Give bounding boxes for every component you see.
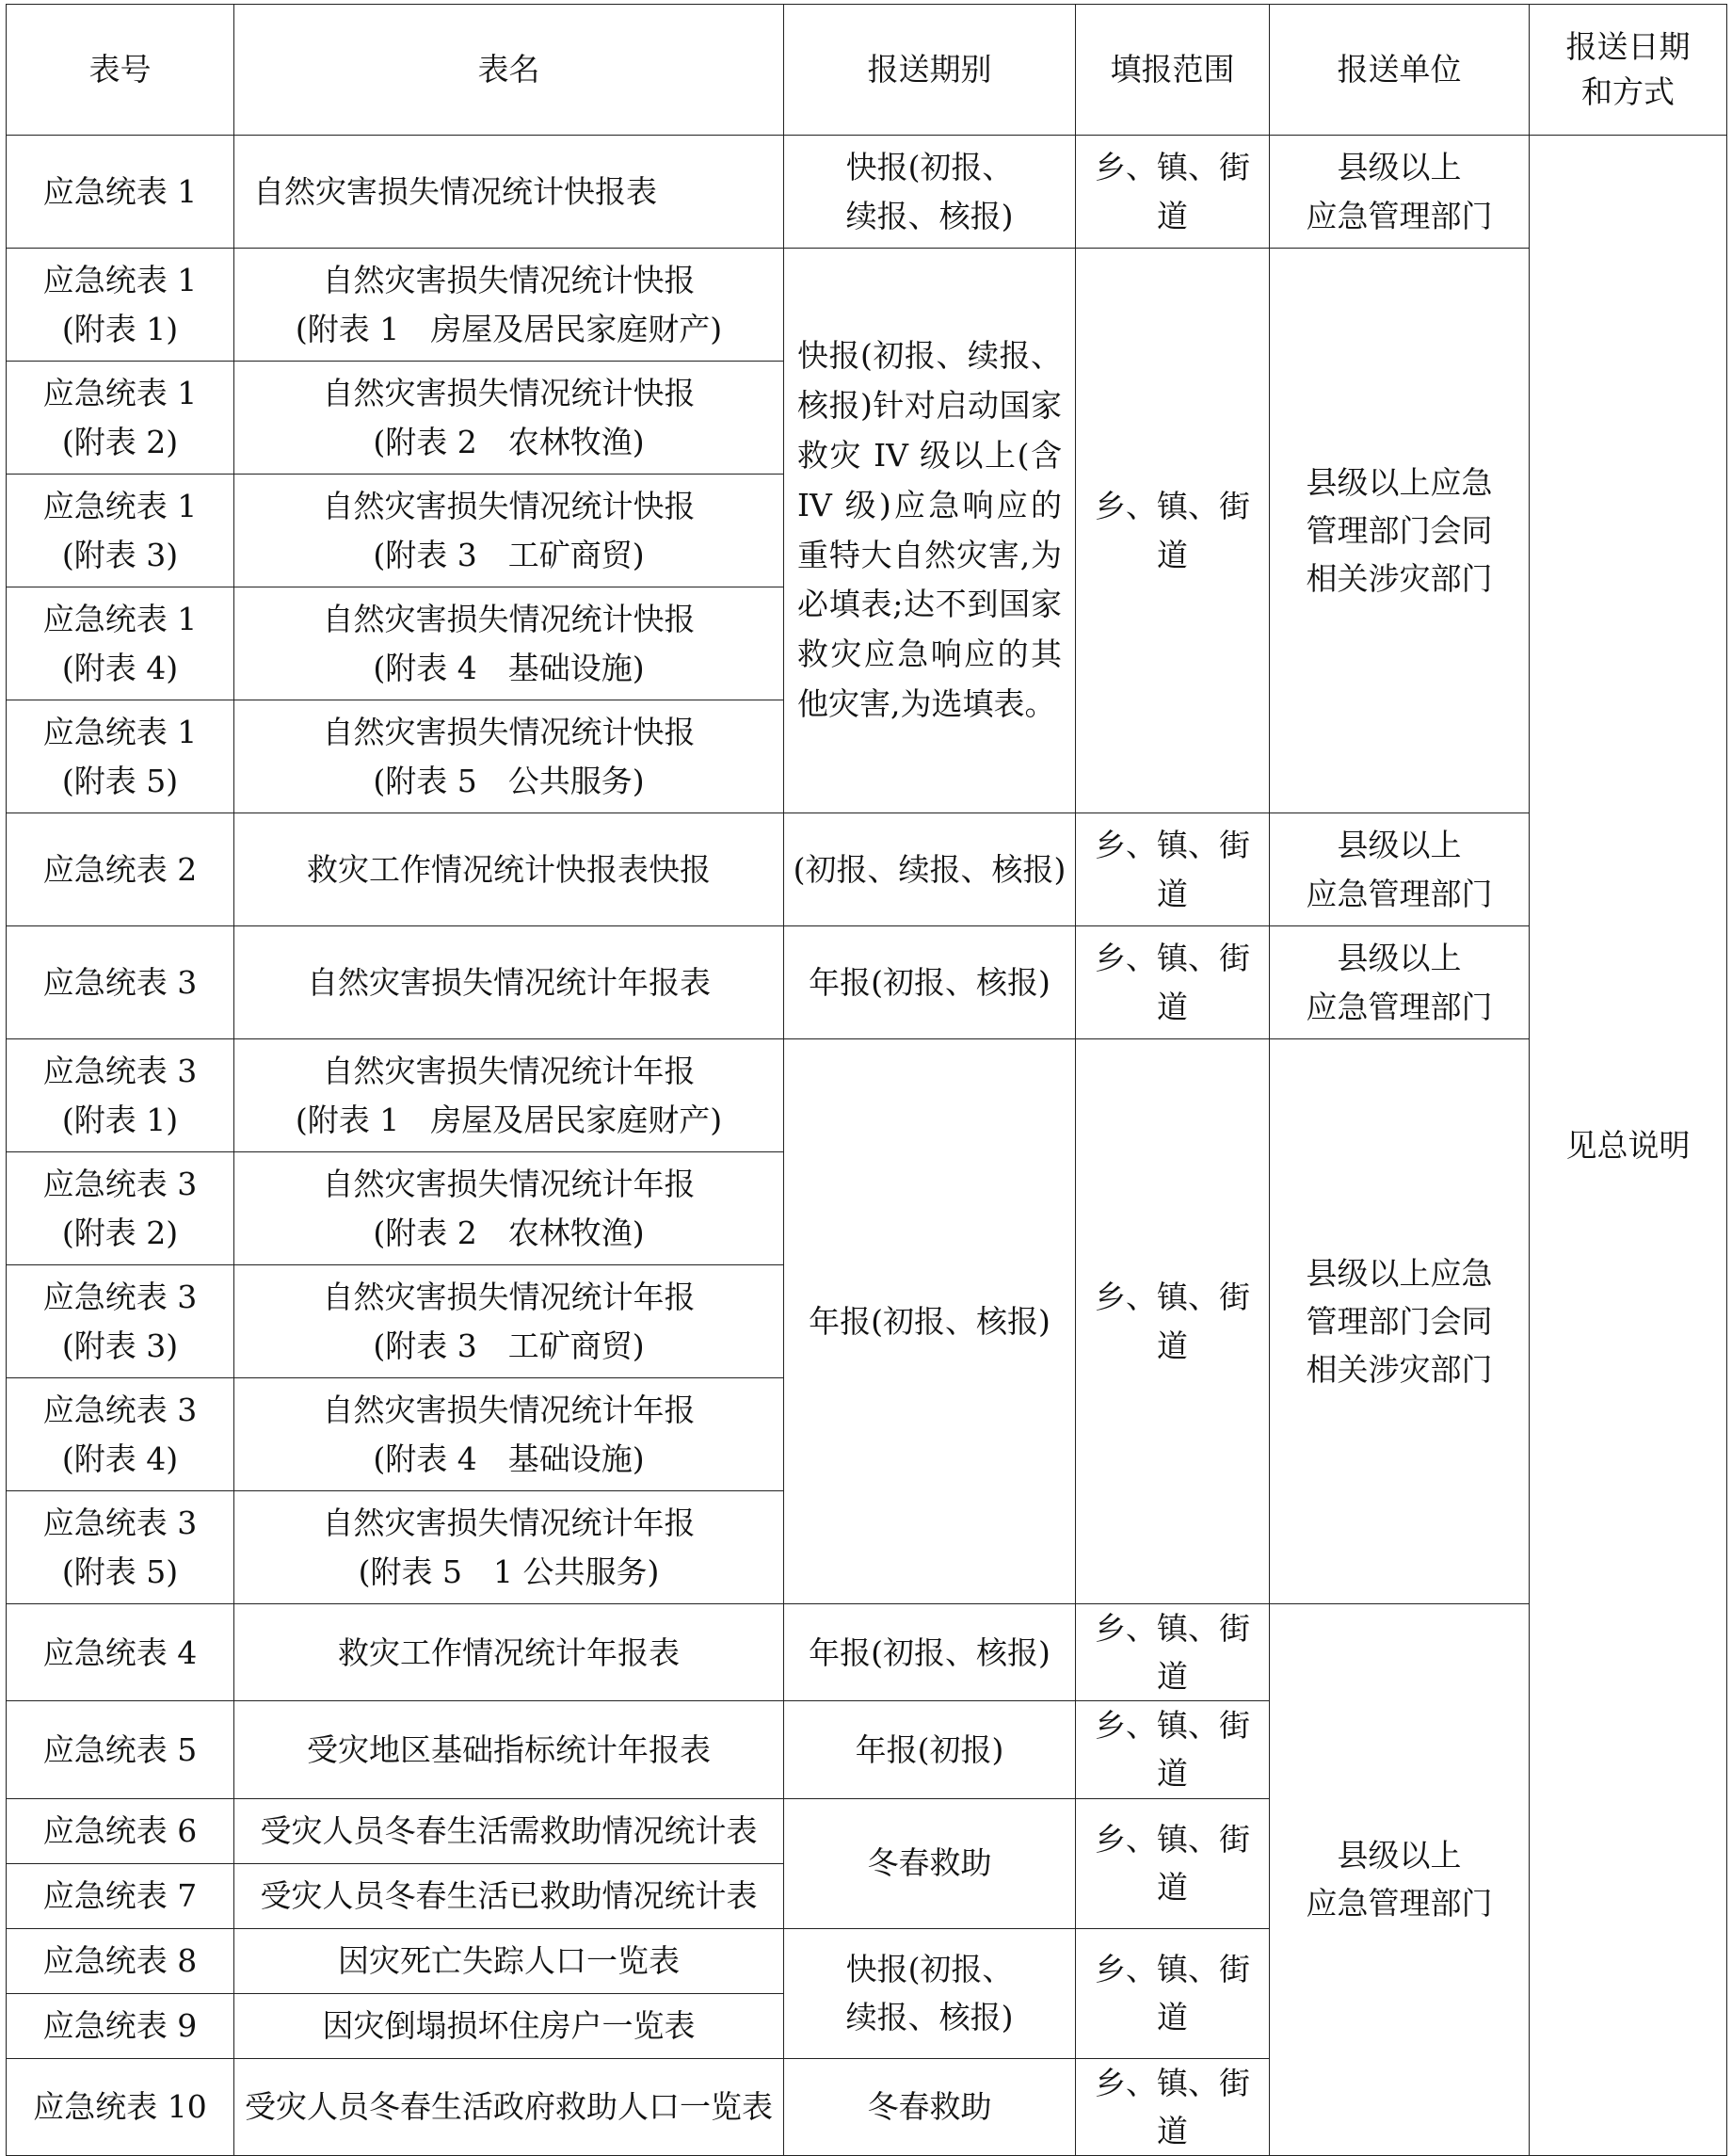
scope-cell: 乡、镇、街道	[1076, 1928, 1270, 2058]
cell-line: 应急统表 6	[42, 1811, 198, 1849]
table-name-cell	[234, 1604, 784, 1701]
table-code-cell	[7, 136, 234, 249]
statistics-report-table	[6, 4, 1727, 2156]
cell-line: 应急统表 1	[42, 262, 198, 299]
cell-line: 应急统表 1	[42, 714, 198, 751]
cell-line: 应急统表 3	[42, 963, 198, 1001]
cell-line: 县级以上	[1337, 149, 1462, 186]
scope-cell: 乡、镇、街道	[1076, 249, 1270, 813]
table-row	[7, 1604, 1727, 1701]
period-cell	[784, 813, 1076, 926]
cell-line: 受灾人员冬春生活已救助情况统计表	[260, 1876, 758, 1914]
table-row	[7, 926, 1727, 1039]
table-name-cell	[234, 2058, 784, 2155]
table-row	[7, 249, 1727, 362]
table-code-cell	[7, 813, 234, 926]
table-name-cell	[234, 700, 784, 813]
date-method-cell: 见总说明	[1530, 136, 1727, 2156]
header-period: 报送期别	[784, 5, 1076, 136]
cell-line: 应急统表 4	[42, 1633, 198, 1671]
cell-line: 应急统表 3	[42, 1504, 198, 1542]
cell-line: 受灾人员冬春生活需救助情况统计表	[260, 1811, 758, 1849]
cell-line: 应急统表 3	[42, 1053, 198, 1090]
unit-cell	[1270, 1039, 1530, 1604]
cell-line: 续报、核报)	[845, 1999, 1014, 2036]
table-code-cell	[7, 1798, 234, 1863]
header-name: 表名	[234, 5, 784, 136]
cell-line: 自然灾害损失情况统计年报	[322, 1279, 696, 1316]
cell-line: 应急管理部门	[1306, 875, 1493, 912]
cell-line: 应急统表 1	[42, 172, 198, 210]
table-code-cell	[7, 475, 234, 587]
cell-line: 应急统表 10	[33, 2088, 207, 2126]
table-code-cell	[7, 362, 234, 475]
table-row	[7, 136, 1727, 249]
unit-cell	[1270, 249, 1530, 813]
table-code-cell	[7, 1491, 234, 1604]
period-cell	[784, 1604, 1076, 1701]
cell-line: (附表 4 基础设施)	[373, 649, 645, 686]
unit-cell	[1270, 926, 1530, 1039]
cell-line: (附表 2 农林牧渔)	[373, 1214, 645, 1251]
cell-line: 应急统表 1	[42, 375, 198, 412]
cell-line: (附表 1 房屋及居民家庭财产)	[295, 1101, 723, 1138]
table-name-cell	[234, 1863, 784, 1928]
cell-line: 应急管理部门	[1306, 197, 1493, 234]
cell-line: 应急统表 1	[42, 601, 198, 638]
cell-line: 应急统表 3	[42, 1166, 198, 1203]
cell-line: (附表 4)	[61, 1440, 179, 1477]
table-name-cell	[234, 1701, 784, 1798]
table-name-cell	[234, 587, 784, 700]
cell-line: 应急统表 1	[42, 488, 198, 525]
table-code-cell	[7, 1152, 234, 1265]
cell-line: 受灾地区基础指标统计年报表	[307, 1730, 711, 1768]
table-code-cell	[7, 1993, 234, 2058]
table-code-cell	[7, 700, 234, 813]
cell-line: 应急统表 9	[42, 2006, 198, 2044]
cell-line: (附表 4 基础设施)	[373, 1440, 645, 1477]
table-name-cell	[234, 1928, 784, 1993]
table-name-cell	[234, 1491, 784, 1604]
cell-line: 快报(初报、	[845, 1950, 1014, 1987]
cell-line: 相关涉灾部门	[1306, 560, 1493, 598]
table-code-cell	[7, 249, 234, 362]
cell-line: (附表 1)	[61, 310, 179, 347]
cell-line: 相关涉灾部门	[1306, 1351, 1493, 1389]
table-code-cell	[7, 926, 234, 1039]
header-row	[7, 5, 1727, 136]
cell-line: (附表 3)	[61, 1327, 179, 1364]
scope-cell: 乡、镇、街道	[1076, 1604, 1270, 1701]
header-unit: 报送单位	[1270, 5, 1530, 136]
cell-line: 管理部门会同	[1306, 1302, 1493, 1340]
cell-line: 冬春救助	[867, 2088, 992, 2126]
scope-cell: 乡、镇、街道	[1076, 136, 1270, 249]
scope-cell: 乡、镇、街道	[1076, 813, 1270, 926]
cell-line: (附表 2 农林牧渔)	[373, 423, 645, 460]
unit-cell	[1270, 1604, 1530, 2156]
cell-line: 快报(初报、	[845, 149, 1014, 186]
table-row	[7, 813, 1727, 926]
cell-line: 续报、核报)	[845, 197, 1014, 234]
cell-line: (附表 1)	[61, 1101, 179, 1138]
table-code-cell	[7, 1378, 234, 1491]
scope-cell: 乡、镇、街道	[1076, 1798, 1270, 1928]
cell-line: 自然灾害损失情况统计快报表	[253, 172, 657, 210]
cell-line: 自然灾害损失情况统计快报	[322, 262, 696, 299]
cell-line: 自然灾害损失情况统计快报	[322, 714, 696, 751]
cell-line: (附表 5)	[61, 762, 179, 799]
cell-line: 自然灾害损失情况统计年报表	[307, 963, 711, 1001]
table-row	[7, 1039, 1727, 1152]
cell-line: (附表 5)	[61, 1553, 179, 1590]
header-date-line: 报送日期	[1565, 28, 1691, 66]
period-cell	[784, 2058, 1076, 2155]
period-cell	[784, 1701, 1076, 1798]
cell-line: 县级以上	[1337, 940, 1462, 977]
cell-line: (附表 3 工矿商贸)	[373, 1327, 645, 1364]
cell-line: 应急统表 2	[42, 850, 198, 888]
table-name-cell	[234, 362, 784, 475]
cell-line: 县级以上	[1337, 1837, 1462, 1874]
cell-line: 自然灾害损失情况统计快报	[322, 375, 696, 412]
period-cell	[784, 136, 1076, 249]
cell-line: 应急统表 8	[42, 1941, 198, 1979]
cell-line: 自然灾害损失情况统计年报	[322, 1392, 696, 1429]
cell-line: 应急管理部门	[1306, 988, 1493, 1025]
table-name-cell	[234, 1039, 784, 1152]
period-cell	[784, 926, 1076, 1039]
table-name-cell	[234, 1798, 784, 1863]
cell-line: (附表 2)	[61, 1214, 179, 1251]
scope-cell: 乡、镇、街道	[1076, 1039, 1270, 1604]
cell-line: 应急统表 7	[42, 1876, 198, 1914]
cell-line: 自然灾害损失情况统计快报	[322, 601, 696, 638]
cell-line: (附表 5 公共服务)	[373, 762, 645, 799]
table-code-cell	[7, 1604, 234, 1701]
cell-line: 年报(初报、核报)	[809, 1633, 1050, 1671]
table-code-cell	[7, 1265, 234, 1378]
table-code-cell	[7, 2058, 234, 2155]
header-code: 表号	[7, 5, 234, 136]
cell-line: 管理部门会同	[1306, 511, 1493, 549]
table-name-cell	[234, 249, 784, 362]
cell-line: 因灾死亡失踪人口一览表	[338, 1941, 680, 1979]
table-code-cell	[7, 587, 234, 700]
table-code-cell	[7, 1701, 234, 1798]
cell-line: 受灾人员冬春生活政府救助人口一览表	[245, 2088, 773, 2126]
cell-line: (附表 1 房屋及居民家庭财产)	[295, 310, 723, 347]
period-cell	[784, 1928, 1076, 2058]
table-code-cell	[7, 1039, 234, 1152]
scope-cell: 乡、镇、街道	[1076, 1701, 1270, 1798]
unit-cell	[1270, 813, 1530, 926]
cell-line: 救灾工作情况统计快报表快报	[307, 850, 711, 888]
cell-line: (附表 3 工矿商贸)	[373, 536, 645, 573]
table-name-cell	[234, 1378, 784, 1491]
cell-line: 年报(初报)	[855, 1730, 1004, 1768]
cell-line: (附表 5 1 公共服务)	[358, 1553, 660, 1590]
table-name-cell	[234, 475, 784, 587]
cell-line: 自然灾害损失情况统计年报	[322, 1504, 696, 1542]
period-cell: 冬春救助	[784, 1798, 1076, 1928]
cell-line: 应急统表 3	[42, 1279, 198, 1316]
table-name-cell	[234, 1993, 784, 2058]
scope-cell: 乡、镇、街道	[1076, 2058, 1270, 2155]
table-name-cell	[234, 1152, 784, 1265]
cell-line: 应急管理部门	[1306, 1885, 1493, 1923]
table-name-cell	[234, 813, 784, 926]
cell-line: 自然灾害损失情况统计快报	[322, 488, 696, 525]
period-cell: 年报(初报、核报)	[784, 1039, 1076, 1604]
table-name-cell	[234, 1265, 784, 1378]
cell-line: 应急统表 3	[42, 1392, 198, 1429]
cell-line: (附表 2)	[61, 423, 179, 460]
period-cell: 快报(初报、续报、核报)针对启动国家救灾 IV 级以上(含 IV 级)应急响应的重特大自然灾害,为必填表;达不到国家救灾应急响应的其他灾害,为选填表。	[784, 249, 1076, 813]
cell-line: 年报(初报、核报)	[809, 963, 1050, 1001]
cell-line: 自然灾害损失情况统计年报	[322, 1166, 696, 1203]
header-scope: 填报范围	[1076, 5, 1270, 136]
cell-line: 自然灾害损失情况统计年报	[322, 1053, 696, 1090]
cell-line: 因灾倒塌损坏住房户一览表	[322, 2006, 696, 2044]
cell-line: 县级以上	[1337, 827, 1462, 864]
cell-line: 救灾工作情况统计年报表	[338, 1633, 680, 1671]
cell-line: 应急统表 5	[42, 1730, 198, 1768]
header-date-line: 和方式	[1581, 73, 1675, 110]
table-code-cell	[7, 1928, 234, 1993]
table-name-cell	[234, 926, 784, 1039]
cell-line: 县级以上应急	[1306, 463, 1493, 501]
scope-cell: 乡、镇、街道	[1076, 926, 1270, 1039]
header-date-method	[1530, 5, 1727, 136]
cell-line: (初报、续报、核报)	[793, 850, 1066, 888]
cell-line: (附表 3)	[61, 536, 179, 573]
table-code-cell	[7, 1863, 234, 1928]
unit-cell	[1270, 136, 1530, 249]
table-name-cell	[234, 136, 784, 249]
cell-line: (附表 4)	[61, 649, 179, 686]
cell-line: 县级以上应急	[1306, 1254, 1493, 1292]
